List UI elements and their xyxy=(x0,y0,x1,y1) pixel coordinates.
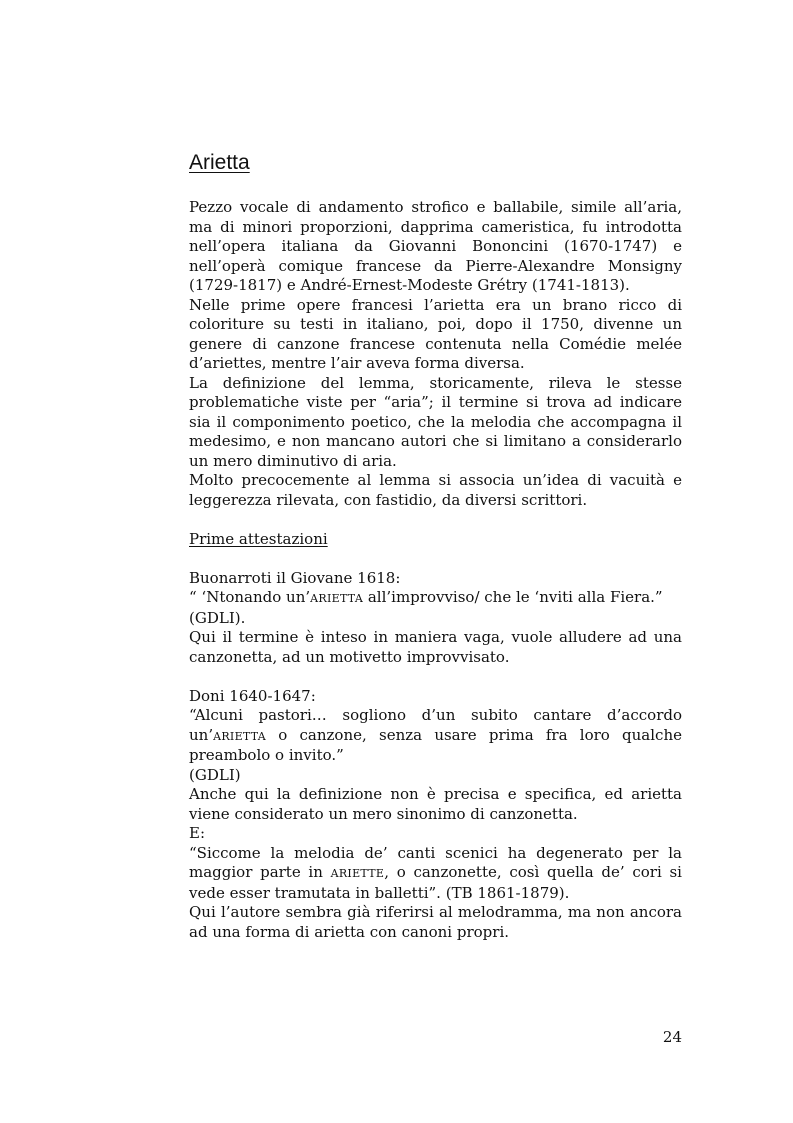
intro-paragraph-2: Nelle prime opere francesi l’arietta era un brano ricco di coloriture su testi in italiano, poi, dopo il 1750, divenne un genere di canzone francese contenuta nella Comédie melée d’ariettes, mentre l’air aveva forma diversa. xyxy=(189,295,682,372)
section-heading xyxy=(189,530,682,550)
entry1-quote-after: all’improvviso/ che le ‘nviti alla Fiera.” xyxy=(363,588,663,606)
entry2-comment-1: Anche qui la definizione non è precisa e specifica, ed arietta viene considerato un mero sinonimo di canzonetta. xyxy=(189,785,682,823)
entry1-source: Buonarroti il Giovane 1618: xyxy=(189,568,401,587)
entry2-connector: E: xyxy=(189,824,206,842)
spacer xyxy=(189,549,682,569)
entry1-reference: (GDLI). xyxy=(189,608,246,627)
entry1-quote-term: ARIETTA xyxy=(310,592,364,605)
entry2-quote1-after: o canzone, senza usare prima fra loro qualche preambolo o invito.” xyxy=(189,725,682,764)
entry2-reference-1: (GDLI) xyxy=(189,765,241,784)
entry2-quote2-after: , o canzonette, così quella de’ cori si vede esser tramutata in balletti”. (TB 1861-1879). xyxy=(189,863,682,902)
page-content xyxy=(189,150,682,942)
intro-paragraph-3: La definizione del lemma, storicamente, rileva le stesse problematiche viste per “aria”; il termine si trova ad indicare sia il componimento poetico, che la melodia che accompagna il medesimo, e non mancano autori che si limitano a considerarlo un mero diminutivo di aria. xyxy=(189,373,682,470)
page-title: Arietta xyxy=(189,151,250,174)
entry1-quote xyxy=(189,588,682,609)
intro-paragraph-4: Molto precocemente al lemma si associa un’idea di vacuità e leggerezza rilevata, con fastidio, da diversi scrittori. xyxy=(189,471,682,509)
page-number: 24 xyxy=(662,1028,682,1046)
entry1-comment: Qui il termine è inteso in maniera vaga, vuole alludere ad una canzonetta, ad un motivetto improvvisato. xyxy=(189,628,682,666)
entry2-quote-2 xyxy=(189,844,682,904)
spacer xyxy=(189,510,682,530)
entry2-source: Doni 1640-1647: xyxy=(189,686,316,705)
entry2-quote2-term: ARIETTE xyxy=(330,867,385,880)
entry2-quote-1 xyxy=(189,706,682,766)
entry2-quote2-before: “Siccome la melodia de’ canti scenici ha degenerato per la maggior parte in xyxy=(189,843,682,881)
entry2-quote1-before: “Alcuni pastori… sogliono d’un subito cantare d’accordo un’ xyxy=(189,706,682,744)
entry1-quote-before: “ ‘Ntonando un’ xyxy=(189,588,311,606)
spacer xyxy=(189,667,682,687)
entry2-quote1-term: ARIETTA xyxy=(213,729,267,743)
entry2-comment-2: Qui l’autore sembra già riferirsi al melodramma, ma non ancora ad una forma di arietta con canoni propri. xyxy=(189,903,682,941)
intro-paragraph-1: Pezzo vocale di andamento strofico e ballabile, simile all’aria, ma di minori proporzioni, dapprima cameristica, fu introdotta nell’opera italiana da Giovanni Bononcini (1670-1747) e nell’operà comique francese da Pierre-Alexandre Monsigny (1729-1817) e André-Ernest-Modeste Grétry (1741-1813). xyxy=(189,198,682,294)
section-heading-text: Prime attestazioni xyxy=(189,529,328,548)
